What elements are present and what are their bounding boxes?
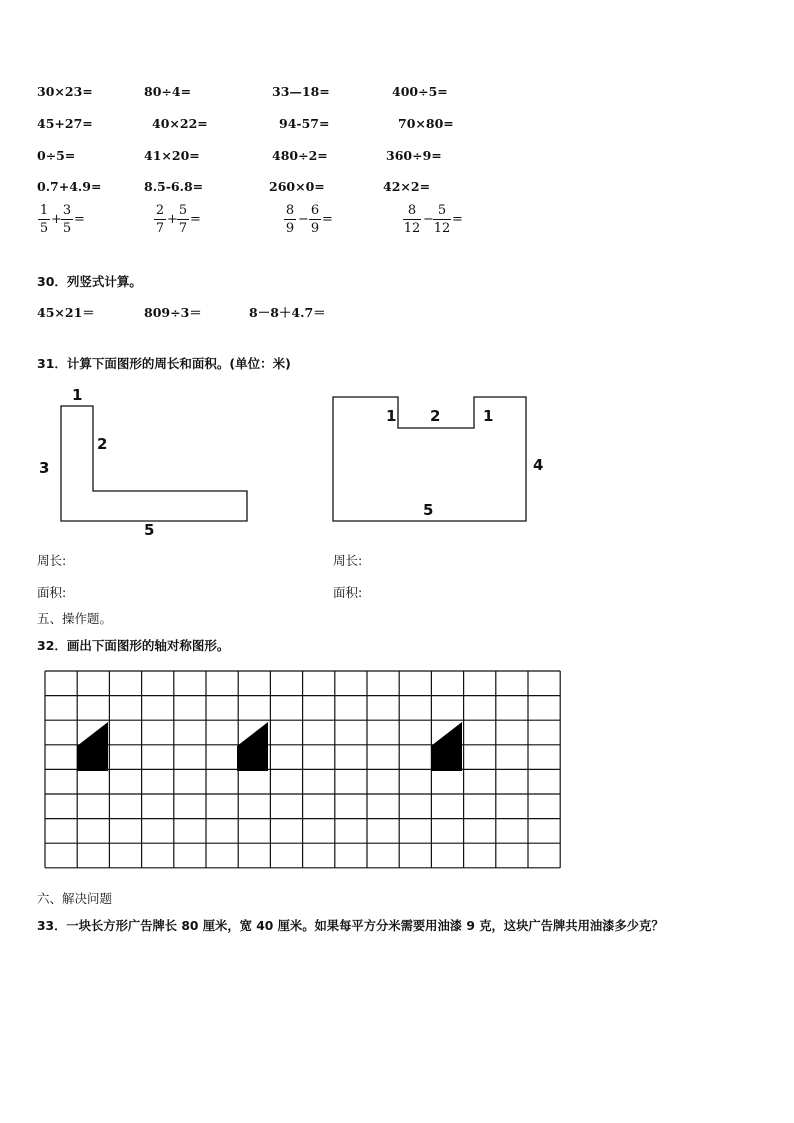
numerator: 8 [285, 203, 295, 218]
fig1-label-inner: 2 [97, 435, 108, 453]
fig1-label-top: 1 [72, 386, 83, 404]
denominator: 7 [178, 221, 188, 236]
calc-item: 42×2= [383, 179, 431, 194]
q30-title: 30．列竖式计算。 [37, 274, 142, 289]
fig2-area-label: 面积: [333, 585, 363, 600]
denominator: 9 [310, 221, 320, 236]
denominator: 9 [285, 221, 295, 236]
fig1-label-bottom: 5 [144, 521, 155, 539]
fig2-label-right: 4 [533, 456, 544, 474]
denominator: 7 [155, 221, 165, 236]
calc-item: 30×23= [37, 84, 93, 99]
calc-item: 360÷9= [386, 148, 442, 163]
calc-item: 41×20= [144, 148, 200, 163]
operator: + [167, 212, 178, 227]
fig1-label-left: 3 [39, 459, 50, 477]
vertical-calc-item: 809÷3＝ [144, 305, 202, 320]
operator: − [298, 212, 309, 227]
numerator: 2 [155, 203, 165, 218]
equals: = [452, 212, 463, 227]
numerator: 8 [407, 203, 417, 218]
calc-item: 33—18= [272, 84, 330, 99]
denominator: 12 [403, 221, 421, 236]
q31-title: 31．计算下面图形的周长和面积。(单位：米) [37, 356, 291, 371]
shaded-trapezoid-2 [237, 722, 268, 771]
calc-item: 45+27= [37, 116, 93, 131]
vertical-calc-item: 45×21＝ [37, 305, 95, 320]
vertical-calc-item: 8－8＋4.7＝ [249, 305, 326, 320]
calc-item: 70×80= [398, 116, 454, 131]
fig2-label-right-notch: 1 [483, 407, 494, 425]
fig1-perimeter-label: 周长: [37, 553, 67, 568]
operator: − [423, 212, 434, 227]
fig2-label-left-notch: 1 [386, 407, 397, 425]
calc-item: 480÷2= [272, 148, 328, 163]
calc-item: 40×22= [152, 116, 208, 131]
calc-item: 80÷4= [144, 84, 192, 99]
equals: = [74, 212, 85, 227]
calc-item: 400÷5= [392, 84, 448, 99]
numerator: 6 [310, 203, 320, 218]
numerator: 5 [437, 203, 447, 218]
calc-item: 94-57= [279, 116, 330, 131]
calc-item: 8.5-6.8= [144, 179, 204, 194]
fig2-label-notch: 2 [430, 407, 441, 425]
fig2-label-bottom: 5 [423, 501, 434, 519]
fig1-area-label: 面积: [37, 585, 67, 600]
fig2-perimeter-label: 周长: [333, 553, 363, 568]
numerator: 5 [178, 203, 188, 218]
numerator: 3 [62, 203, 72, 218]
calc-item: 0÷5= [37, 148, 76, 163]
operator: + [51, 212, 62, 227]
calc-item: 0.7+4.9= [37, 179, 102, 194]
numerator: 1 [39, 203, 49, 218]
q32-title: 32．画出下面图形的轴对称图形。 [37, 638, 230, 653]
calc-item: 260×0= [269, 179, 325, 194]
section6-heading: 六、解决问题 [37, 891, 113, 906]
denominator: 5 [62, 221, 72, 236]
shaded-trapezoid-1 [77, 722, 108, 771]
denominator: 5 [39, 221, 49, 236]
equals: = [190, 212, 201, 227]
section5-heading: 五、操作题。 [37, 611, 113, 626]
shaded-trapezoid-3 [431, 722, 462, 771]
equals: = [322, 212, 333, 227]
denominator: 12 [433, 221, 451, 236]
q33-text: 33．一块长方形广告牌长 80 厘米，宽 40 厘米。如果每平方分米需要用油漆 9 克，这块广告牌共用油漆多少克？ [37, 919, 664, 933]
